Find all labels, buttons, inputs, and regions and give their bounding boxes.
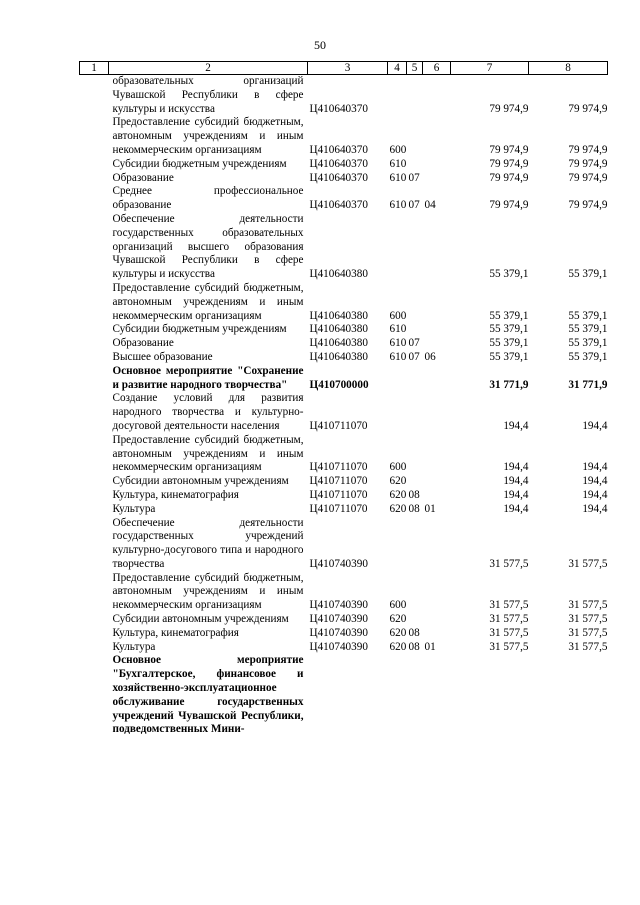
row-amount-col7: 55 379,1 <box>489 323 529 336</box>
row-expense-type: 620 <box>389 502 407 515</box>
row-expense-type: 600 <box>389 599 407 612</box>
row-blank-cell <box>80 613 109 627</box>
row-expense-type <box>388 75 407 117</box>
row-amount-col8: 79 974,9 <box>568 157 608 170</box>
row-name: Субсидии бюджетным учреждениям <box>112 323 287 336</box>
table-row <box>80 185 608 213</box>
row-subsection: 06 <box>424 350 436 363</box>
row-amount-col7: 79 974,9 <box>489 171 529 184</box>
row-subsection <box>423 392 451 433</box>
header-col-2: 2 <box>109 62 308 75</box>
row-blank-cell <box>80 475 109 489</box>
row-name: Культура, кинематография <box>112 488 239 501</box>
table-row <box>80 517 608 572</box>
row-section: 07 <box>408 171 420 184</box>
row-amount-col8: 194,4 <box>582 502 608 515</box>
row-name: Создание условий для развития народного творчества и культурно-досуговой деятельности населения <box>112 392 304 432</box>
row-expense-type <box>388 517 407 572</box>
row-amount-col8: 79 974,9 <box>568 143 608 156</box>
row-subsection <box>423 475 451 489</box>
header-col-4: 4 <box>388 62 407 75</box>
page-number: 50 <box>314 38 326 52</box>
row-target-article: Ц410640370 <box>309 102 368 115</box>
row-amount-col7: 31 577,5 <box>489 626 529 639</box>
table-header-row <box>80 62 608 75</box>
row-amount-col8: 55 379,1 <box>568 337 608 350</box>
row-blank-cell <box>80 282 109 323</box>
row-expense-type: 620 <box>389 488 407 501</box>
row-name: Предоставление субсидий бюджетным, автономным учреждениям и иным некоммерческим организациям <box>112 571 304 612</box>
row-expense-type: 600 <box>389 143 407 156</box>
row-amount-col8: 55 379,1 <box>568 350 608 363</box>
row-amount-col7: 79 974,9 <box>489 102 529 115</box>
row-subsection: 01 <box>424 640 436 653</box>
row-section: 08 <box>408 488 420 501</box>
table-row <box>80 351 608 365</box>
row-amount-col7: 55 379,1 <box>489 309 529 322</box>
row-subsection <box>423 282 451 323</box>
row-amount-col8: 194,4 <box>582 419 608 432</box>
row-expense-type: 610 <box>389 157 407 170</box>
row-section <box>407 572 423 613</box>
row-target-article: Ц410640370 <box>309 171 368 184</box>
row-section: 07 <box>408 337 420 350</box>
row-blank-cell <box>80 351 109 365</box>
row-amount-col8: 55 379,1 <box>568 309 608 322</box>
row-name: Основное мероприятие "Сохранение и развитие народного творчества" <box>112 364 304 391</box>
row-section <box>407 158 423 172</box>
row-blank-cell <box>80 323 109 337</box>
table-row <box>80 337 608 351</box>
row-blank-cell <box>80 517 109 572</box>
row-blank-cell <box>80 572 109 613</box>
row-subsection <box>423 572 451 613</box>
row-amount-col7: 194,4 <box>503 461 529 474</box>
header-col-3: 3 <box>308 62 388 75</box>
row-name: Предоставление субсидий бюджетным, автономным учреждениям и иным некоммерческим организациям <box>112 116 304 156</box>
row-target-article: Ц410711070 <box>309 475 368 488</box>
header-col-1: 1 <box>80 62 109 75</box>
row-subsection: 01 <box>424 502 436 515</box>
row-name: Предоставление субсидий бюджетным, автономным учреждениям и иным некоммерческим организациям <box>112 281 304 322</box>
table-body <box>80 75 608 738</box>
row-section: 08 <box>408 640 420 653</box>
row-name: Среднее профессиональное образование <box>112 185 304 212</box>
row-section: 07 <box>408 350 420 363</box>
row-section <box>407 517 423 572</box>
row-target-article: Ц410711070 <box>309 502 368 515</box>
row-blank-cell <box>80 75 109 117</box>
row-blank-cell <box>80 158 109 172</box>
row-amount-col8: 31 771,9 <box>568 378 608 391</box>
row-amount-col8: 31 577,5 <box>568 640 608 653</box>
row-amount-col7: 194,4 <box>503 502 529 515</box>
table-row <box>80 613 608 627</box>
row-amount-col8: 194,4 <box>582 475 608 488</box>
row-section <box>407 434 423 475</box>
row-target-article <box>308 654 388 737</box>
header-col-6: 6 <box>423 62 451 75</box>
row-section <box>407 392 423 433</box>
row-name: Субсидии автономным учреждениям <box>112 613 289 626</box>
row-target-article: Ц410640380 <box>309 268 368 281</box>
row-section: 08 <box>408 502 420 515</box>
row-target-article: Ц410640370 <box>309 143 368 156</box>
row-amount-col7: 194,4 <box>503 419 529 432</box>
row-subsection <box>423 75 451 117</box>
row-amount-col7: 194,4 <box>503 475 529 488</box>
row-amount-col7: 31 771,9 <box>489 378 529 391</box>
row-blank-cell <box>80 627 109 641</box>
row-target-article: Ц410740390 <box>309 613 368 626</box>
row-expense-type: 610 <box>389 337 407 350</box>
row-amount-col7: 194,4 <box>503 488 529 501</box>
row-target-article: Ц410640370 <box>309 199 368 212</box>
row-amount-col8: 55 379,1 <box>568 268 608 281</box>
row-target-article: Ц410700000 <box>309 378 369 391</box>
row-blank-cell <box>80 213 109 282</box>
row-section <box>407 282 423 323</box>
table-row <box>80 75 608 117</box>
row-expense-type <box>388 654 407 737</box>
row-target-article: Ц410711070 <box>309 461 368 474</box>
row-section: 08 <box>408 626 420 639</box>
row-subsection <box>423 654 451 737</box>
row-expense-type: 600 <box>389 461 407 474</box>
row-subsection <box>423 158 451 172</box>
row-section <box>407 75 423 117</box>
row-blank-cell <box>80 365 109 393</box>
row-subsection <box>423 323 451 337</box>
row-section <box>407 654 423 737</box>
row-subsection <box>423 116 451 157</box>
row-amount-col8: 194,4 <box>582 461 608 474</box>
table-row <box>80 489 608 503</box>
row-amount-col8: 31 577,5 <box>568 613 608 626</box>
row-target-article: Ц410740390 <box>309 599 368 612</box>
row-section <box>407 213 423 282</box>
row-blank-cell <box>80 654 109 737</box>
row-amount-col8: 55 379,1 <box>568 323 608 336</box>
row-section <box>407 613 423 627</box>
row-section <box>407 365 423 393</box>
table-row <box>80 116 608 157</box>
table-row <box>80 282 608 323</box>
row-expense-type <box>388 392 407 433</box>
row-name: Субсидии автономным учреждениям <box>112 475 289 488</box>
row-subsection <box>423 489 451 503</box>
row-subsection <box>423 613 451 627</box>
header-col-5: 5 <box>407 62 423 75</box>
row-amount-col8: 79 974,9 <box>568 199 608 212</box>
row-subsection <box>423 434 451 475</box>
row-amount-col7: 55 379,1 <box>489 337 529 350</box>
row-name: Основное мероприятие "Бухгалтерское, финансовое и хозяйственно-эксплуатационное обслуживание государственных учреждений Чувашской Республики, подведомственных Мини- <box>112 654 304 736</box>
row-amount-col8: 79 974,9 <box>568 171 608 184</box>
row-expense-type: 620 <box>389 475 407 488</box>
row-name: Образование <box>112 337 174 350</box>
row-amount-col8 <box>529 654 608 737</box>
row-blank-cell <box>80 185 109 213</box>
row-blank-cell <box>80 503 109 517</box>
row-amount-col8: 194,4 <box>582 488 608 501</box>
row-blank-cell <box>80 337 109 351</box>
row-expense-type <box>388 213 407 282</box>
row-subsection <box>423 627 451 641</box>
table-row <box>80 158 608 172</box>
table-row <box>80 365 608 393</box>
row-blank-cell <box>80 434 109 475</box>
header-col-8: 8 <box>529 62 608 75</box>
row-target-article: Ц410640380 <box>309 350 368 363</box>
header-col-7: 7 <box>451 62 529 75</box>
row-section <box>407 116 423 157</box>
row-target-article: Ц410640380 <box>309 309 368 322</box>
row-expense-type: 610 <box>389 350 407 363</box>
row-amount-col7: 79 974,9 <box>489 143 529 156</box>
row-subsection <box>423 213 451 282</box>
row-subsection <box>423 365 451 393</box>
row-target-article: Ц410740390 <box>309 640 368 653</box>
row-target-article: Ц410740390 <box>309 626 368 639</box>
row-expense-type <box>388 365 407 393</box>
row-target-article: Ц410640380 <box>309 337 368 350</box>
table-row <box>80 434 608 475</box>
row-amount-col8: 31 577,5 <box>568 599 608 612</box>
row-expense-type: 600 <box>389 309 407 322</box>
row-amount-col7: 31 577,5 <box>489 640 529 653</box>
row-blank-cell <box>80 172 109 186</box>
row-expense-type: 610 <box>389 199 407 212</box>
table-row <box>80 654 608 737</box>
row-name: Обеспечение деятельности государственных образовательных организаций высшего образования Чувашской Республики в сфере культуры и искусства <box>112 212 304 281</box>
row-amount-col7: 31 577,5 <box>489 557 529 570</box>
row-name: Высшее образование <box>112 350 213 363</box>
row-expense-type: 610 <box>389 171 407 184</box>
row-name: Предоставление субсидий бюджетным, автономным учреждениям и иным некоммерческим организациям <box>112 433 304 474</box>
table-row <box>80 475 608 489</box>
table-row <box>80 503 608 517</box>
row-expense-type: 620 <box>389 613 407 626</box>
row-amount-col8: 79 974,9 <box>568 102 608 115</box>
row-target-article: Ц410740390 <box>309 557 368 570</box>
row-name: Обеспечение деятельности государственных учреждений культурно-досугового типа и народного творчества <box>112 516 304 570</box>
table-row <box>80 172 608 186</box>
row-subsection: 04 <box>424 199 436 212</box>
row-amount-col7: 55 379,1 <box>489 350 529 363</box>
table-row <box>80 627 608 641</box>
row-amount-col7: 79 974,9 <box>489 157 529 170</box>
budget-table <box>79 61 608 737</box>
row-blank-cell <box>80 116 109 157</box>
table-row <box>80 323 608 337</box>
row-section <box>407 323 423 337</box>
row-blank-cell <box>80 392 109 433</box>
row-blank-cell <box>80 641 109 655</box>
row-amount-col7: 31 577,5 <box>489 613 529 626</box>
row-subsection <box>423 172 451 186</box>
row-amount-col7: 31 577,5 <box>489 599 529 612</box>
row-amount-col7: 55 379,1 <box>489 268 529 281</box>
table-row <box>80 392 608 433</box>
row-target-article: Ц410711070 <box>309 488 368 501</box>
row-amount-col7: 79 974,9 <box>489 199 529 212</box>
row-blank-cell <box>80 489 109 503</box>
row-target-article: Ц410640370 <box>309 157 368 170</box>
row-name: Культура <box>112 502 156 515</box>
row-expense-type: 620 <box>389 640 407 653</box>
row-target-article: Ц410711070 <box>309 419 368 432</box>
row-section: 07 <box>408 199 420 212</box>
row-name: Культура <box>112 640 156 653</box>
row-name: Субсидии бюджетным учреждениям <box>112 157 287 170</box>
row-amount-col8: 31 577,5 <box>568 557 608 570</box>
table-row <box>80 572 608 613</box>
row-name: Образование <box>112 171 174 184</box>
row-amount-col7 <box>451 654 529 737</box>
row-expense-type: 610 <box>389 323 407 336</box>
row-target-article: Ц410640380 <box>309 323 368 336</box>
row-subsection <box>423 517 451 572</box>
row-name: Культура, кинематография <box>112 626 239 639</box>
row-section <box>407 475 423 489</box>
row-expense-type: 620 <box>389 626 407 639</box>
table-row <box>80 641 608 655</box>
table-row <box>80 213 608 282</box>
row-name: образовательных организаций Чувашской Республики в сфере культуры и искусства <box>112 75 304 115</box>
row-amount-col8: 31 577,5 <box>568 626 608 639</box>
row-subsection <box>423 337 451 351</box>
